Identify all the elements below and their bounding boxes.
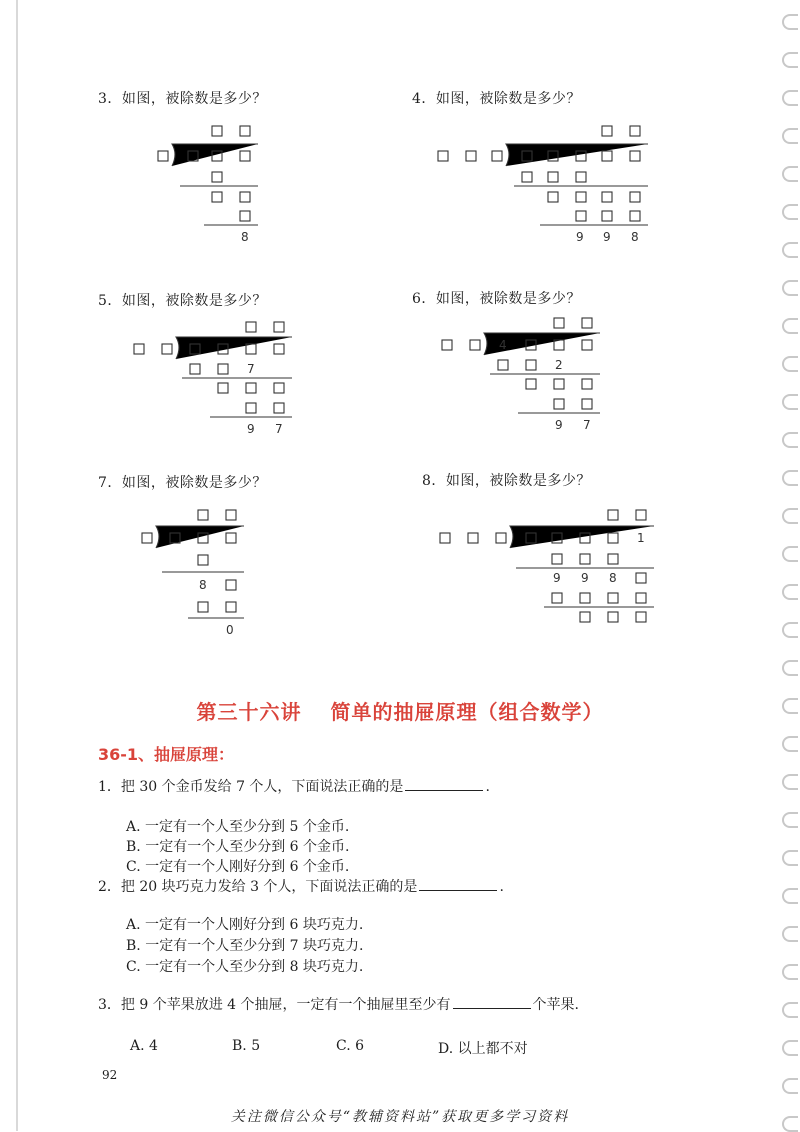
question-3-option-b: B. 5: [232, 1038, 261, 1054]
lecture-title: 第三十六讲 简单的抽屉原理（组合数学）: [196, 700, 604, 724]
binder-hole: [782, 774, 798, 790]
problem-5-remainder-digit: 9: [247, 422, 255, 436]
problem-8-known-digit: 9: [553, 571, 561, 585]
problem-7-known-digit: 8: [199, 578, 207, 592]
question-2-text: 2．把 20 块巧克力发给 3 个人，下面说法正确的是: [98, 879, 418, 895]
binder-edge: [16, 0, 18, 1131]
problem-4-remainder-digit: 8: [631, 230, 639, 244]
problem-3-remainder: 8: [241, 230, 249, 244]
binder-hole: [782, 736, 798, 752]
problem-6-remainder-digit: 7: [583, 418, 591, 432]
problem-5-label: 5．如图，被除数是多少？: [98, 293, 267, 309]
question-2: [98, 876, 504, 896]
binder-hole: [782, 622, 798, 638]
problem-5-remainder-digit: 7: [275, 422, 283, 436]
question-3-text: 3．把 9 个苹果放进 4 个抽屉，一定有一个抽屉里至少有: [98, 997, 451, 1013]
problem-6-label: 6．如图，被除数是多少？: [412, 291, 581, 307]
answer-blank[interactable]: [453, 997, 531, 1009]
problem-4-label: 4．如图，被除数是多少？: [412, 91, 581, 107]
binder-hole: [782, 204, 798, 220]
problem-4-division-figure: [430, 118, 660, 248]
problem-8-known-digit: 8: [609, 571, 617, 585]
question-1-option-c: C. 一定有一个人刚好分到 6 个金币.: [126, 859, 350, 875]
binder-hole: [782, 584, 798, 600]
binder-hole: [782, 90, 798, 106]
binder-hole: [782, 166, 798, 182]
question-1: [98, 776, 490, 796]
problem-5-known-digit: 7: [247, 362, 255, 376]
question-2-option-c: C. 一定有一个人至少分到 8 块巧克力.: [126, 959, 364, 975]
problem-6-remainder-digit: 9: [555, 418, 563, 432]
binder-hole: [782, 128, 798, 144]
page-number: 92: [102, 1068, 118, 1082]
question-3-option-a: A. 4: [130, 1038, 158, 1054]
problem-3-label: 3．如图，被除数是多少？: [98, 91, 267, 107]
question-3: [98, 994, 579, 1014]
problem-7-remainder: 0: [226, 623, 234, 637]
problem-8-known-digit: 9: [581, 571, 589, 585]
problem-3-division-figure: [150, 118, 280, 248]
binder-hole: [782, 318, 798, 334]
binder-hole: [782, 546, 798, 562]
binder-hole: [782, 356, 798, 372]
binder-hole: [782, 470, 798, 486]
answer-blank[interactable]: [419, 879, 497, 891]
problem-8-division-figure: [432, 500, 662, 636]
question-2-option-b: B. 一定有一个人至少分到 7 块巧克力.: [126, 938, 364, 954]
question-3-option-c: C. 6: [336, 1038, 365, 1054]
binder-hole: [782, 14, 798, 30]
binder-hole: [782, 432, 798, 448]
question-3-option-d: D. 以上都不对: [438, 1041, 528, 1057]
section-title: 36-1、抽屉原理：: [98, 745, 235, 764]
problem-4-remainder-digit: 9: [603, 230, 611, 244]
problem-6-known-digit: 4: [499, 338, 507, 352]
binder-hole: [782, 242, 798, 258]
binder-hole: [782, 508, 798, 524]
question-3-suffix: 个苹果.: [532, 997, 579, 1013]
binder-hole: [782, 964, 798, 980]
question-2-option-a: A. 一定有一个人刚好分到 6 块巧克力.: [126, 917, 364, 933]
problem-6-division-figure: [432, 310, 612, 440]
binder-hole: [782, 888, 798, 904]
problem-8-label: 8．如图，被除数是多少？: [422, 473, 591, 489]
question-2-suffix: .: [499, 879, 504, 895]
binder-hole: [782, 52, 798, 68]
binder-hole: [782, 1078, 798, 1094]
answer-blank[interactable]: [405, 779, 483, 791]
binder-hole: [782, 850, 798, 866]
footer-note: 关注微信公众号“教辅资料站”获取更多学习资料: [230, 1109, 570, 1125]
question-1-text: 1．把 30 个金币发给 7 个人，下面说法正确的是: [98, 779, 404, 795]
problem-6-known-digit: 2: [555, 358, 563, 372]
question-1-option-b: B. 一定有一个人至少分到 6 个金币.: [126, 839, 350, 855]
problem-5-division-figure: [124, 314, 304, 444]
problem-7-label: 7．如图，被除数是多少？: [98, 475, 267, 491]
question-1-option-a: A. 一定有一个人至少分到 5 个金币.: [126, 819, 350, 835]
binder-hole: [782, 1040, 798, 1056]
problem-8-known-digit: 1: [637, 531, 645, 545]
problem-7-division-figure: [132, 502, 262, 638]
question-1-suffix: .: [485, 779, 490, 795]
problem-4-remainder-digit: 9: [576, 230, 584, 244]
binder-hole: [782, 926, 798, 942]
binder-hole: [782, 280, 798, 296]
binder-hole: [782, 1002, 798, 1018]
binder-hole: [782, 660, 798, 676]
binder-hole: [782, 812, 798, 828]
binder-hole: [782, 394, 798, 410]
binder-holes: [778, 0, 800, 1131]
